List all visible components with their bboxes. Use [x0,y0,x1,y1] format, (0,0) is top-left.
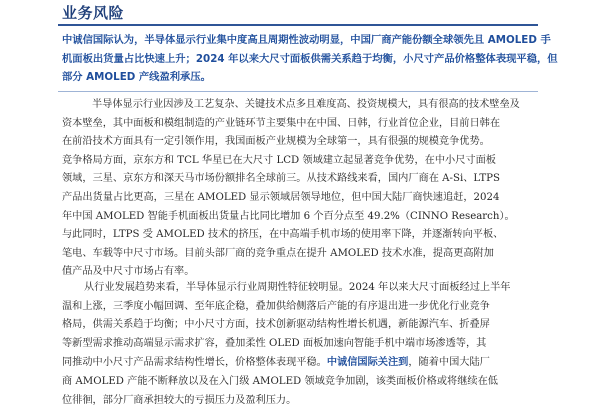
summary-divider [58,91,538,92]
paragraph-line: 从行业发展趋势来看，半导体显示行业周期性特征较明显。2024 年以来大尺寸面板经过上半年 [84,282,511,293]
summary-block [62,31,558,87]
paragraph-line: 竞争格局方面，京东方和 TCL 华星已在大尺寸 LCD 领域建立起显著竞争优势，在中小尺寸面板 [62,154,496,166]
paragraph-line: 领域，三星、京东方和深天马市场份额排名全球前三。从技术路线来看，国内厂商在 A-Si、LTPS [62,173,500,185]
paragraph-line: 笔电、车载等中尺寸市场。目前头部厂商的竞争重点在提升 AMOLED 技术水准，提高更高附加 [62,247,494,259]
summary-line: 中诚信国际认为，半导体显示行业集中度高且周期性波动明显，中国厂商产能份额全球领先且 AMOLED 手 [62,34,551,46]
paragraph-line: 与此同时，LTPS 受 AMOLED 技术的挤压，在中高端手机市场的使用率下降，并逐渐转向平板、 [62,229,504,241]
section-title: 业务风险 [62,4,125,22]
paragraph-line: 资本壁垒，其中面板和模组制造的产业链环节主要集中在中国、日韩，行业首位企业，目前日韩在 [62,117,501,129]
paragraph-line: 半导体显示行业因涉及工艺复杂、关键技术点多且难度高、投资规模大，具有很高的技术壁垒及 [92,99,520,110]
summary-line: 机面板出货量占比快速上升；2024 年以来大尺寸面板供需关系趋于均衡，小尺寸产品价格整体表现平稳，但 [62,52,558,65]
paragraph-line: 在前沿技术方面具有一定引领作用，我国面板产业规模为全球第一，具有很强的规模竞争优势。 [62,136,490,148]
paragraph-line: 值产品及中尺寸市场占有率。 [62,266,195,278]
paragraph-line: 年中国 AMOLED 智能手机面板出货量占比同比增加 6 个百分点至 49.2%（CINNO Research）。 [62,210,515,222]
summary-line: 部分 AMOLED 产线盈利承压。 [62,71,211,83]
paragraph-competition [62,96,532,282]
paragraph-trend [62,279,532,410]
title-divider [58,24,538,26]
paragraph-line: 位徘徊，部分厂商承担较大的亏损压力及盈利压力。 [62,394,297,406]
paragraph-line: 格局，供需关系趋于均衡；中小尺寸方面，技术创新驱动结构性增长机遇，新能源汽车、折叠屏 [62,319,490,331]
paragraph-line: 等新型需求推动高端显示需求扩容，叠加柔性 OLED 面板加速向智能手机中端市场渗透等，其 [62,337,487,349]
paragraph-line-mixed [62,353,532,373]
highlight-phrase: 中诚信国际关注到 [326,356,409,369]
paragraph-line: 温和上涨，三季度小幅回调、至年底企稳，叠加供给侧落后产能的有序退出进一步优化行业竞争 [62,300,490,312]
paragraph-line: 商 AMOLED 产能不断释放以及在入门级 AMOLED 领域竞争加剧，该类面板价格或将继续在低 [62,375,498,387]
paragraph-line: 产品出货量占比更高，三星在 AMOLED 显示领域居领导地位，但中国大陆厂商快速追赶，2024 [62,191,500,203]
paragraph-text: ，随着中国大陆厂 [408,357,490,369]
paragraph-text: 同推动中小尺寸产品需求结构性增长，价格整体表现平稳。 [62,357,327,369]
